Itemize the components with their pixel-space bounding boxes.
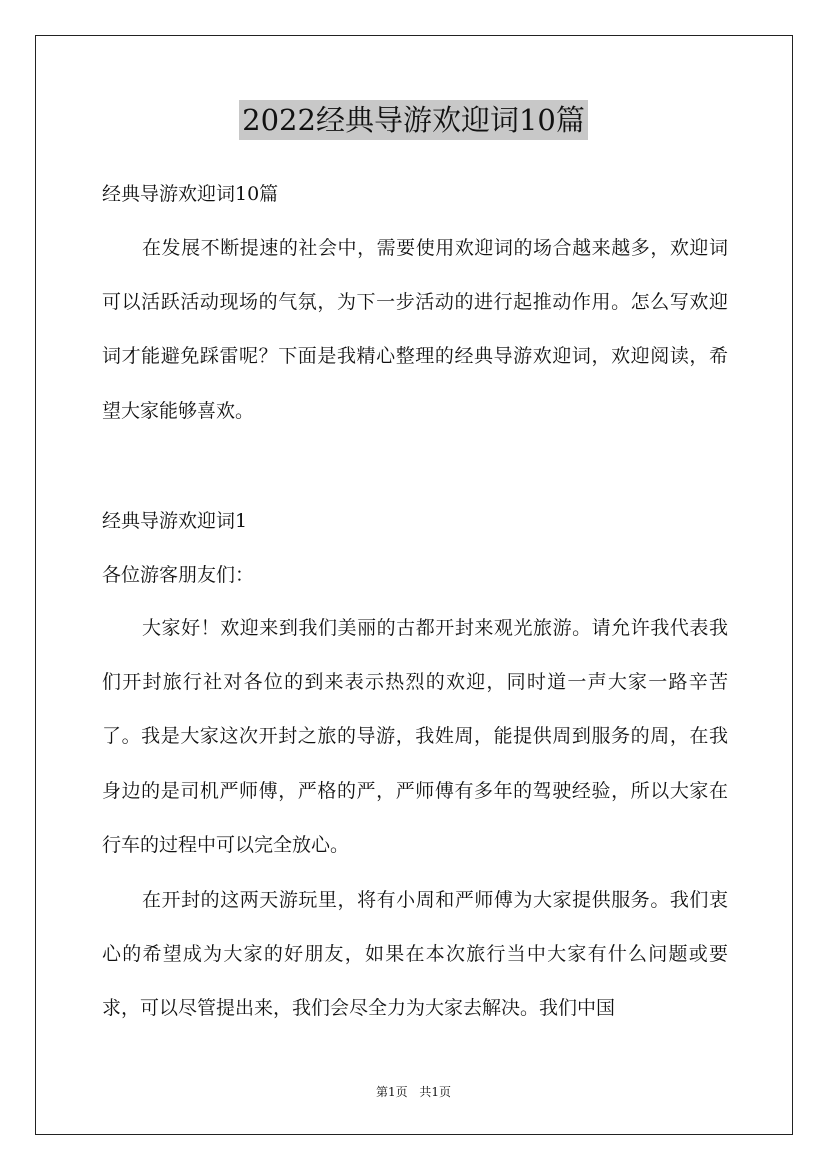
document-title: 2022经典导游欢迎词10篇 (239, 100, 588, 140)
page-footer (0, 1084, 827, 1100)
document-subtitle: 经典导游欢迎词10篇 (102, 183, 279, 205)
section-heading: 经典导游欢迎词1 (102, 510, 248, 532)
salutation: 各位游客朋友们： (102, 564, 255, 586)
page-number: 第1页 (375, 1085, 408, 1099)
body-paragraph-1: 大家好！欢迎来到我们美丽的古都开封来观光旅游。请允许我代表我们开封旅行社对各位的到来表示热烈的欢迎，同时道一声大家一路辛苦了。我是大家这次开封之旅的导游，我姓周，能提供周到服务的周，在我身边的是司机严师傅，严格的严，严师傅有多年的驾驶经验，所以大家在行车的过程中可以完全放心。 (102, 617, 728, 856)
intro-paragraph: 在发展不断提速的社会中，需要使用欢迎词的场合越来越多，欢迎词可以活跃活动现场的气氛，为下一步活动的进行起推动作用。怎么写欢迎词才能避免踩雷呢？下面是我精心整理的经典导游欢迎词，欢迎阅读，希望大家能够喜欢。 (102, 237, 728, 422)
body-paragraph-2: 在开封的这两天游玩里，将有小周和严师傅为大家提供服务。我们衷心的希望成为大家的好朋友，如果在本次旅行当中大家有什么问题或要求，可以尽管提出来，我们会尽全力为大家去解决。我们中国 (102, 889, 728, 1020)
page-total: 共1页 (419, 1085, 452, 1099)
title-container (0, 100, 827, 140)
